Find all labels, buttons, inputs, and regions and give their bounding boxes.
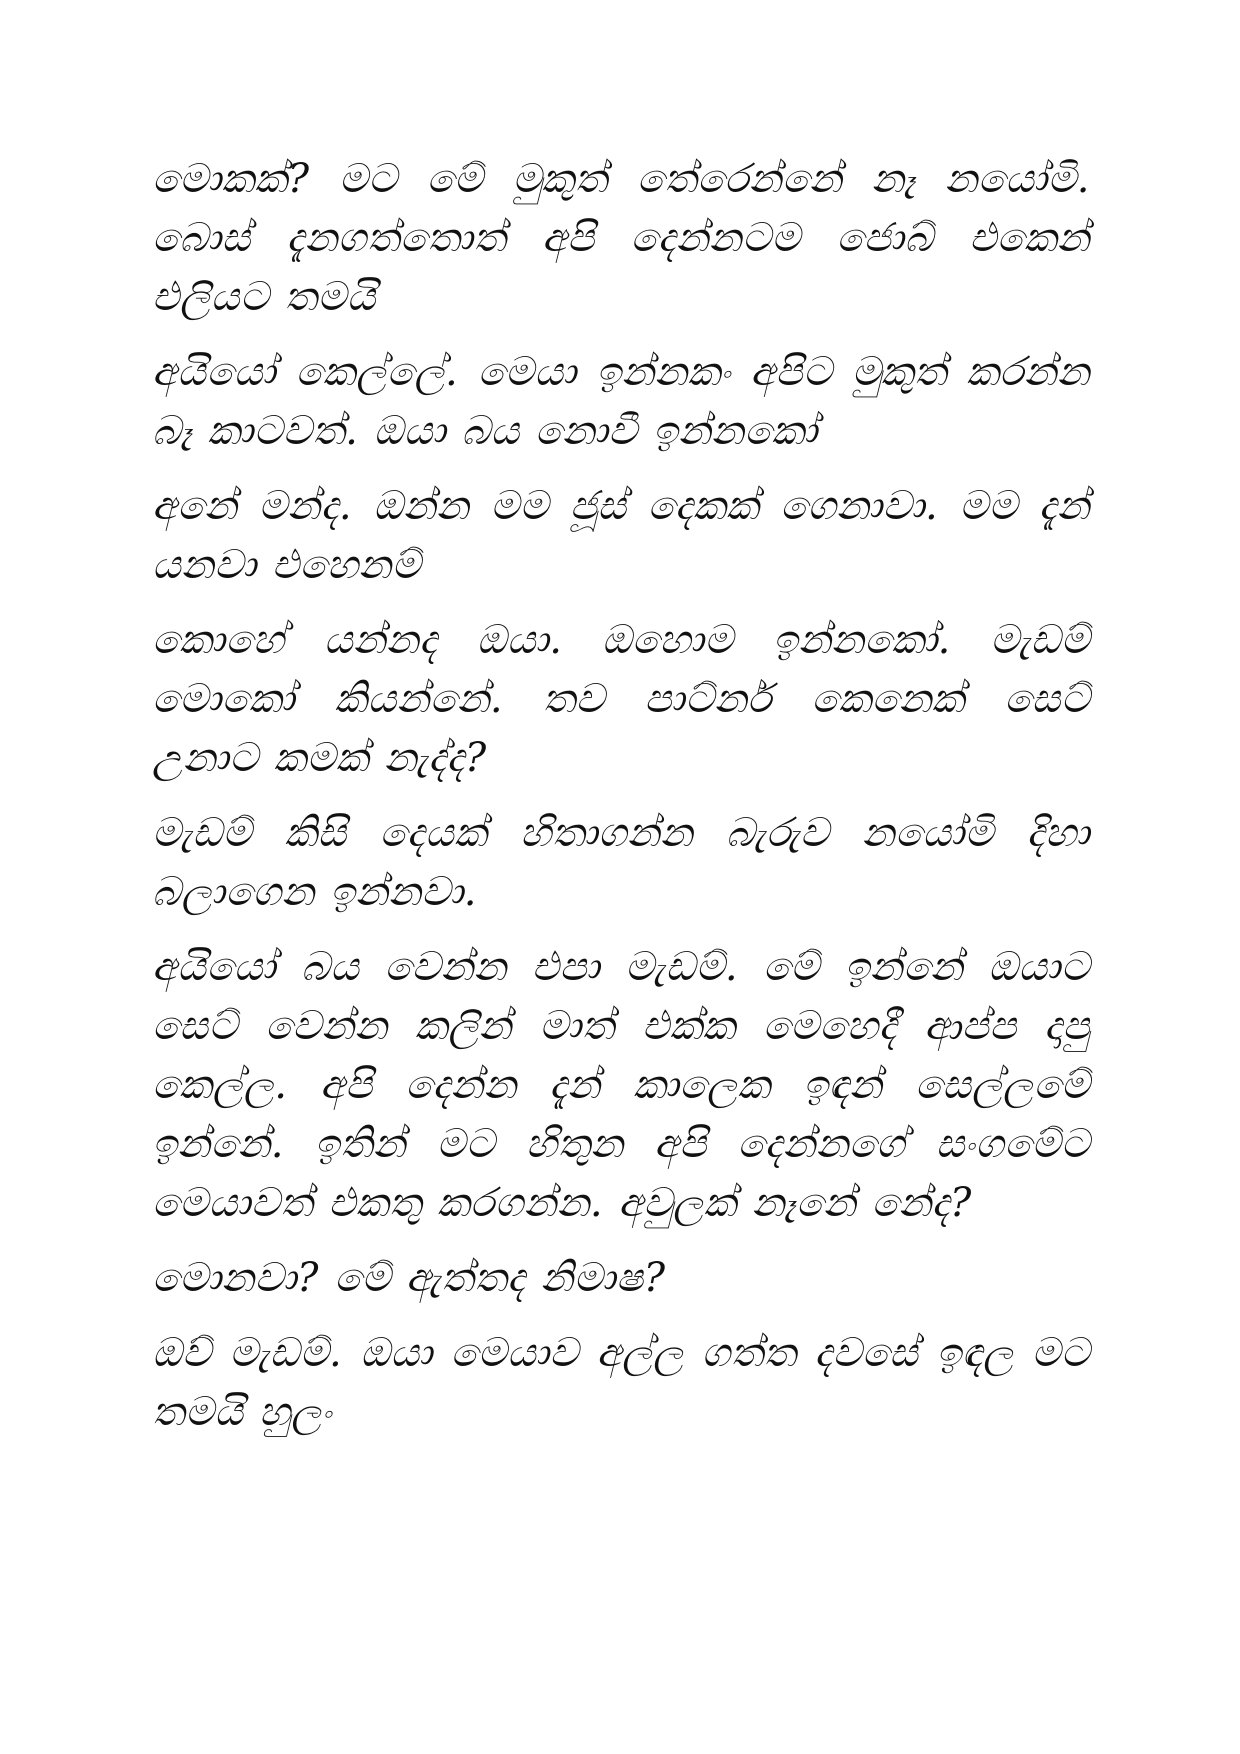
paragraph-1: මොකක්? මට මේ මුකුත් තේරෙන්නේ නෑ නයෝමි. බොස් දැනගත්තොත් අපි දෙන්නටම ජොබ් එකෙන් එලියට තමයි [152, 156, 1090, 320]
paragraph-3: අනේ මන්ද. ඔන්න මම ජූස් දෙකක් ගෙනාවා. මම දැන් යනවා එහෙනම් [152, 483, 1090, 588]
paragraph-5: මැඩම් කිසි දෙයක් හිතාගන්න බැරුව නයෝමි දිහා බලාගෙන ඉන්නවා. [152, 810, 1090, 915]
paragraph-2: අයියෝ කෙල්ලේ. මෙයා ඉන්නකං අපිට මුකුත් කරන්න බෑ කාටවත්. ඔයා බය නොවී ඉන්නකෝ [152, 349, 1090, 454]
story-text [152, 150, 1090, 1442]
paragraph-8: ඔව් මැඩම්. ඔයා මෙයාව අල්ල ගත්ත දවසේ ඉඳල මට තමයි හුලං [152, 1330, 1090, 1435]
paragraph-7: මොනවා? මේ ඇත්තද නිමාෂ? [152, 1255, 666, 1301]
paragraph-4: කොහේ යන්නද ඔයා. ඔහොම ඉන්නකෝ. මැඩම් මොකෝ කියන්නේ. තව පාට්නර් කෙනෙක් සෙට් උනාට කමක් නැද්ද? [152, 617, 1090, 781]
paragraph-6: අයියෝ බය වෙන්න එපා මැඩම්. මේ ඉන්නේ ඔයාට සෙට් වෙන්න කලින් මාත් එක්ක මෙහෙදී ආප්ප දාපු කෙල්ල. අපි දෙන්න දැන් කාලෙක ඉඳන් සෙල්ලමේ ඉන්නේ. ඉතින් මට හිතුන අපි දෙන්නගේ සංගමේට මෙයාවත් එකතු කරගන්න. අවුලක් නෑනේ නේද? [152, 944, 1090, 1226]
